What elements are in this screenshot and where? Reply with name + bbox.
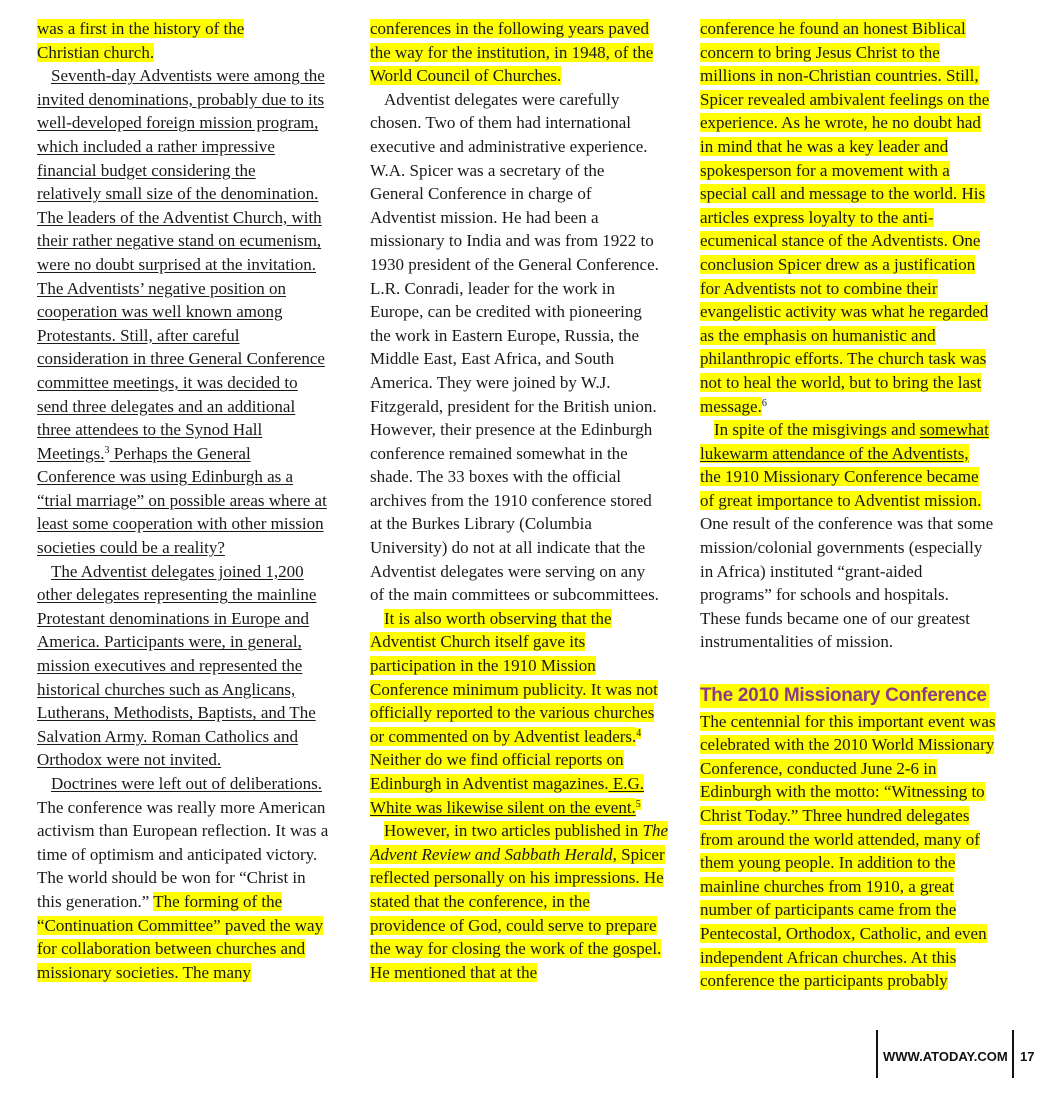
text-segment: programs” for schools and hospitals.	[700, 585, 949, 605]
text-segment: Seventh-day Adventists were among the	[51, 66, 325, 86]
text-segment: officially reported to the various churches	[370, 703, 655, 723]
text-line	[370, 277, 682, 301]
text-line	[370, 324, 682, 348]
text-segment: One result of the conference was that some	[700, 514, 994, 534]
text-line	[700, 111, 1012, 135]
text-line	[37, 465, 349, 489]
text-segment: Adventist delegates were serving on any	[370, 561, 646, 581]
text-line	[700, 135, 1012, 159]
text-segment: reflected personally on his impressions. He	[370, 868, 664, 888]
text-segment: The forming of the	[153, 891, 283, 911]
text-line	[370, 701, 682, 725]
text-line	[370, 961, 682, 985]
text-segment: Neither do we find official reports on	[370, 750, 624, 770]
text-segment: World Council of Churches.	[370, 66, 562, 86]
text-segment: spokesperson for a movement with a	[700, 160, 950, 180]
text-line	[700, 418, 1012, 442]
text-segment: relatively small size of the denomination.	[37, 184, 319, 204]
footer-divider-left	[876, 1030, 878, 1078]
text-line	[700, 229, 1012, 253]
text-segment: Europe, can be credited with pioneering	[370, 302, 642, 322]
text-segment: Orthodox were not invited.	[37, 750, 222, 770]
text-line	[370, 229, 682, 253]
text-line	[370, 654, 682, 678]
text-segment: , Spicer	[612, 844, 665, 864]
text-line	[37, 88, 349, 112]
text-line	[370, 607, 682, 631]
text-segment: stated that the conference, in the	[370, 891, 590, 911]
text-line	[700, 583, 1012, 607]
text-segment: conference he found an honest Biblical	[700, 19, 966, 38]
text-line	[37, 914, 349, 938]
text-segment: Meetings.	[37, 443, 105, 463]
text-line	[370, 442, 682, 466]
text-segment: conference remained somewhat in the	[370, 443, 628, 463]
text-line	[700, 804, 1012, 828]
footer-divider-right	[1012, 1030, 1014, 1078]
text-line	[37, 630, 349, 654]
text-line	[700, 946, 1012, 970]
text-segment: evangelistic activity was what he regarded	[700, 302, 989, 322]
text-segment: consideration in three General Conference	[37, 349, 325, 369]
text-line	[370, 64, 682, 88]
text-line	[37, 701, 349, 725]
text-segment: them young people. In addition to the	[700, 853, 956, 873]
text-line	[700, 780, 1012, 804]
text-segment: time of optimism and anticipated victory.	[37, 844, 318, 864]
text-segment: Protestants. Still, after careful	[37, 325, 240, 345]
text-line	[37, 937, 349, 961]
text-segment: activism than European reflection. It was a	[37, 821, 329, 841]
text-segment: Protestant denominations in Europe and	[37, 608, 309, 628]
text-segment: number of participants came from the	[700, 900, 957, 920]
text-segment: in mind that he was a key leader and	[700, 136, 949, 156]
text-segment: the way for closing the work of the gospel.	[370, 939, 662, 959]
text-segment: instrumentalities of mission.	[700, 632, 894, 652]
text-line	[370, 135, 682, 159]
text-line	[37, 748, 349, 772]
text-segment: Doctrines were left out of deliberations.	[51, 774, 322, 793]
text-segment: The Adventist delegates joined 1,200	[51, 561, 304, 581]
text-segment: conclusion Spicer drew as a justification	[700, 254, 976, 274]
text-segment: missionary societies. The many	[37, 962, 252, 982]
text-segment: Spicer revealed ambivalent feelings on the	[700, 89, 990, 109]
text-segment: Edinburgh with the motto: “Witnessing to	[700, 782, 985, 802]
text-segment: He mentioned that at the	[370, 962, 538, 982]
text-line	[37, 418, 349, 442]
text-segment: L.R. Conradi, leader for the work in	[370, 278, 616, 298]
text-line	[700, 922, 1012, 946]
text-line	[700, 324, 1012, 348]
text-line	[370, 253, 682, 277]
text-segment: at the Burkes Library (Columbia	[370, 514, 592, 534]
text-line	[700, 757, 1012, 781]
text-line	[370, 583, 682, 607]
text-segment: philanthropic efforts. The church task was	[700, 349, 987, 369]
text-line	[370, 17, 682, 41]
text-segment: historical churches such as Anglicans,	[37, 679, 296, 699]
text-line	[700, 17, 1012, 41]
text-line	[370, 536, 682, 560]
text-segment: other delegates representing the mainline	[37, 585, 317, 605]
text-line	[700, 536, 1012, 560]
footnote-ref: 5	[635, 798, 641, 810]
text-segment: archives from the 1910 conference stored	[370, 490, 652, 510]
text-line	[37, 371, 349, 395]
text-segment: It is also worth observing that the	[384, 608, 612, 628]
text-line	[37, 796, 349, 820]
text-segment: Christian church.	[37, 42, 155, 62]
text-segment: The centennial for this important event was	[700, 711, 996, 731]
text-segment: Adventist mission. He had been a	[370, 207, 599, 227]
text-line	[700, 277, 1012, 301]
text-segment: mission/colonial governments (especially	[700, 538, 983, 558]
text-segment: millions in non-Christian countries. Still,	[700, 66, 979, 86]
text-segment: providence of God, could serve to prepare	[370, 915, 657, 935]
text-line	[37, 159, 349, 183]
text-segment: The leaders of the Adventist Church, with	[37, 207, 322, 227]
text-line	[37, 819, 349, 843]
text-line	[700, 969, 1012, 993]
text-segment: In spite of the misgivings and	[714, 420, 920, 440]
text-line	[37, 17, 349, 41]
text-segment: send three delegates and an additional	[37, 396, 296, 416]
text-segment: Middle East, East Africa, and South	[370, 349, 615, 369]
text-line	[370, 41, 682, 65]
text-segment: Fitzgerald, president for the British union.	[370, 396, 657, 416]
text-segment: However, their presence at the Edinburgh	[370, 420, 653, 440]
text-segment: missionary to India and was from 1922 to	[370, 231, 654, 251]
text-line	[37, 111, 349, 135]
text-line	[700, 88, 1012, 112]
text-segment: Conference, conducted June 2-6 in	[700, 758, 937, 778]
text-line	[37, 512, 349, 536]
text-segment: articles express loyalty to the anti-	[700, 207, 934, 227]
text-segment: Christ Today.” Three hundred delegates	[700, 806, 970, 825]
text-line	[370, 772, 682, 796]
text-line	[37, 229, 349, 253]
text-segment: Edinburgh in Adventist magazines.	[370, 774, 609, 793]
text-line	[370, 890, 682, 914]
text-segment: mission executives and represented the	[37, 656, 303, 676]
text-segment: invited denominations, probably due to its	[37, 89, 325, 109]
text-line	[700, 442, 1012, 466]
text-line	[700, 159, 1012, 183]
text-segment: celebrated with the 2010 World Missionary	[700, 735, 995, 755]
text-line	[370, 159, 682, 183]
text-line	[37, 678, 349, 702]
text-line	[37, 300, 349, 324]
text-line	[370, 748, 682, 772]
text-line	[37, 135, 349, 159]
text-line	[370, 843, 682, 867]
text-segment: Conference was using Edinburgh as a	[37, 467, 294, 487]
text-segment: participation in the 1910 Mission	[370, 656, 596, 676]
text-segment: executive and administrative experience.	[370, 136, 648, 156]
text-line	[370, 418, 682, 442]
text-line	[370, 796, 682, 820]
text-segment: conferences in the following years paved	[370, 19, 649, 38]
text-line	[37, 725, 349, 749]
text-line	[37, 843, 349, 867]
text-line	[370, 371, 682, 395]
text-segment: Advent Review and Sabbath Herald	[370, 844, 613, 864]
text-segment: the work in Eastern Europe, Russia, the	[370, 325, 640, 345]
text-segment: well-developed foreign mission program,	[37, 113, 319, 133]
text-segment: somewhat	[919, 420, 989, 440]
text-segment: independent African churches. At this	[700, 947, 957, 967]
text-line	[37, 607, 349, 631]
text-line	[370, 914, 682, 938]
text-line	[37, 442, 349, 466]
text-segment: “Continuation Committee” paved the way	[37, 915, 324, 935]
text-line	[700, 710, 1012, 734]
text-line	[700, 206, 1012, 230]
text-line	[37, 206, 349, 230]
text-line	[37, 890, 349, 914]
text-segment: not to heal the world, but to bring the last	[700, 372, 982, 392]
text-segment: Adventist Church itself gave its	[370, 632, 586, 652]
text-line	[370, 395, 682, 419]
text-line	[37, 654, 349, 678]
text-segment: special call and message to the world. His	[700, 184, 986, 204]
text-segment: America. They were joined by W.J.	[370, 372, 611, 392]
page-number: 17	[1020, 1049, 1035, 1064]
text-line	[370, 300, 682, 324]
text-segment: their rather negative stand on ecumenism,	[37, 231, 322, 251]
text-line	[700, 828, 1012, 852]
text-segment: which included a rather impressive	[37, 136, 275, 156]
article-column-2	[370, 17, 682, 997]
text-segment: of the main committees or subcommittees.	[370, 585, 659, 605]
text-line	[37, 560, 349, 584]
text-line	[700, 465, 1012, 489]
text-line	[700, 875, 1012, 899]
text-segment: The Adventists’ negative position on	[37, 278, 286, 298]
text-line	[370, 347, 682, 371]
text-line	[370, 678, 682, 702]
text-line	[370, 88, 682, 112]
text-line	[37, 277, 349, 301]
text-line	[370, 866, 682, 890]
text-line	[370, 489, 682, 513]
paragraph-gap	[700, 654, 1012, 678]
text-line	[37, 583, 349, 607]
text-segment: chosen. Two of them had international	[370, 113, 631, 133]
footnote-ref: 3	[104, 444, 110, 456]
text-segment: were no doubt surprised at the invitation.	[37, 254, 317, 274]
text-segment: “trial marriage” on possible areas where at	[37, 490, 327, 510]
text-line	[700, 898, 1012, 922]
text-line	[700, 607, 1012, 631]
text-segment: Lutherans, Methodists, Baptists, and The	[37, 703, 316, 723]
text-segment: lukewarm attendance of the Adventists,	[700, 443, 969, 463]
text-line	[700, 300, 1012, 324]
text-segment: White was likewise silent on the event.	[370, 797, 636, 817]
text-line	[37, 536, 349, 560]
text-segment: America. Participants were, in general,	[37, 632, 302, 652]
text-segment: or commented on by Adventist leaders.	[370, 726, 637, 746]
text-segment: the 1910 Missionary Conference became	[700, 467, 979, 487]
text-line	[700, 851, 1012, 875]
text-segment: The	[642, 821, 669, 841]
text-line	[370, 819, 682, 843]
text-line	[37, 182, 349, 206]
text-segment: message.	[700, 396, 762, 416]
text-segment: These funds became one of our greatest	[700, 608, 970, 628]
text-segment: the way for the institution, in 1948, of the	[370, 42, 654, 62]
text-line	[370, 206, 682, 230]
text-line	[370, 465, 682, 489]
text-segment: Conference minimum publicity. It was not	[370, 679, 658, 699]
text-line	[700, 347, 1012, 371]
text-segment: in Africa) instituted “grant-aided	[700, 561, 923, 581]
section-heading-row	[700, 678, 1012, 710]
text-line	[37, 961, 349, 985]
text-segment: shade. The 33 boxes with the official	[370, 467, 622, 487]
text-segment: conference the participants probably	[700, 971, 948, 991]
text-segment: committee meetings, it was decided to	[37, 372, 298, 392]
text-segment: Adventist delegates were carefully	[384, 89, 620, 109]
text-segment: societies could be a reality?	[37, 538, 225, 558]
text-segment: General Conference in charge of	[370, 184, 592, 204]
text-segment: as the emphasis on humanistic and	[700, 325, 936, 345]
text-line	[37, 253, 349, 277]
text-segment: However, in two articles published in	[384, 821, 643, 841]
text-line	[700, 41, 1012, 65]
text-line	[700, 64, 1012, 88]
footer-site-url[interactable]: WWW.ATODAY.COM	[883, 1049, 1008, 1064]
text-line	[37, 347, 349, 371]
text-line	[700, 489, 1012, 513]
text-line	[37, 324, 349, 348]
text-segment: this generation.”	[37, 891, 154, 911]
text-line	[370, 630, 682, 654]
text-line	[700, 560, 1012, 584]
text-line	[370, 182, 682, 206]
text-segment: concern to bring Jesus Christ to the	[700, 42, 940, 62]
text-line	[37, 866, 349, 890]
text-segment: cooperation was well known among	[37, 302, 283, 322]
article-column-1	[37, 17, 349, 997]
text-line	[37, 772, 349, 796]
text-line	[37, 395, 349, 419]
text-segment: ecumenical stance of the Adventists. One	[700, 231, 981, 251]
text-line	[700, 733, 1012, 757]
text-segment: mainline churches from 1910, a great	[700, 876, 954, 896]
text-line	[37, 41, 349, 65]
text-line	[700, 253, 1012, 277]
text-line	[700, 395, 1012, 419]
text-line	[700, 371, 1012, 395]
text-segment: from around the world attended, many of	[700, 829, 980, 849]
text-segment: The world should be won for “Christ in	[37, 868, 306, 888]
text-segment: for collaboration between churches and	[37, 939, 306, 959]
text-segment: least some cooperation with other mission	[37, 514, 324, 534]
text-segment: The conference was really more American	[37, 797, 326, 817]
text-segment: was a first in the history of the	[37, 19, 245, 38]
text-line	[370, 111, 682, 135]
text-line	[370, 512, 682, 536]
text-line	[700, 512, 1012, 536]
text-segment: three attendees to the Synod Hall	[37, 420, 263, 440]
text-segment: financial budget considering the	[37, 160, 256, 180]
text-segment: W.A. Spicer was a secretary of the	[370, 160, 605, 180]
section-heading: The 2010 Missionary Conference	[700, 684, 987, 706]
text-line	[700, 630, 1012, 654]
article-column-3	[700, 17, 1012, 997]
text-line	[370, 725, 682, 749]
text-line	[37, 489, 349, 513]
text-segment: 1930 president of the General Conference.	[370, 254, 659, 274]
text-segment: E.G.	[608, 774, 645, 793]
text-line	[370, 937, 682, 961]
text-segment: experience. As he wrote, he no doubt had	[700, 113, 981, 133]
text-segment: for Adventists not to combine their	[700, 278, 938, 298]
text-line	[370, 560, 682, 584]
text-line	[700, 182, 1012, 206]
text-line	[37, 64, 349, 88]
text-segment: University) do not at all indicate that the	[370, 538, 646, 558]
footnote-ref: 6	[761, 397, 767, 409]
text-segment: Salvation Army. Roman Catholics and	[37, 726, 298, 746]
text-segment: of great importance to Adventist mission.	[700, 490, 982, 510]
text-segment: Pentecostal, Orthodox, Catholic, and even	[700, 923, 987, 943]
footnote-ref: 4	[636, 727, 642, 739]
text-segment: Perhaps the General	[109, 443, 251, 463]
